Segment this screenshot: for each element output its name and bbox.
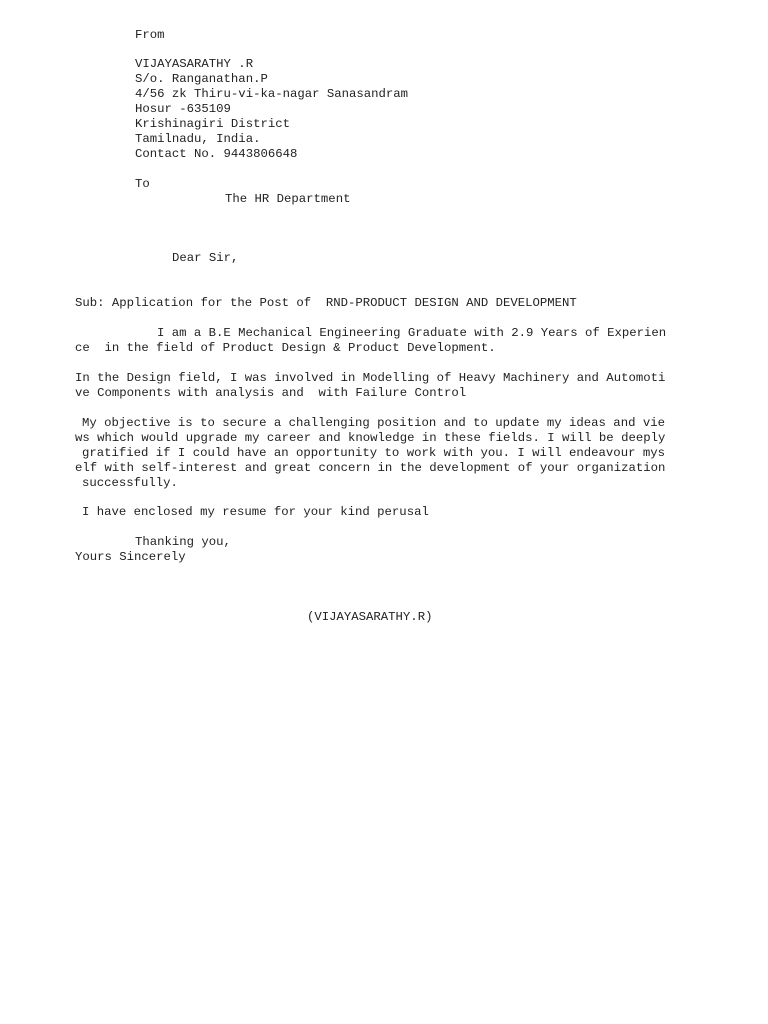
sender-contact: Contact No. 9443806648 bbox=[135, 147, 298, 161]
paragraph-line: gratified if I could have an opportunity to work with you. I will endeavour mys bbox=[82, 446, 665, 460]
paragraph-line: My objective is to secure a challenging position and to update my ideas and vie bbox=[82, 416, 665, 430]
closing-line: Yours Sincerely bbox=[75, 550, 186, 564]
sender-state-country: Tamilnadu, India. bbox=[135, 132, 261, 146]
sender-name: VIJAYASARATHY .R bbox=[135, 57, 254, 71]
subject-line: Sub: Application for the Post of RND-PRODUCT DESIGN AND DEVELOPMENT bbox=[75, 296, 577, 310]
paragraph-line: ws which would upgrade my career and knowledge in these fields. I will be deeply bbox=[75, 431, 666, 445]
paragraph-line: ce in the field of Product Design & Product Development. bbox=[75, 341, 496, 355]
recipient: The HR Department bbox=[225, 192, 351, 206]
sender-address-line: 4/56 zk Thiru-vi-ka-nagar Sanasandram bbox=[135, 87, 409, 101]
from-label: From bbox=[135, 28, 165, 42]
paragraph-line: successfully. bbox=[82, 476, 178, 490]
sender-district: Krishinagiri District bbox=[135, 117, 290, 131]
paragraph-enclosure: I have enclosed my resume for your kind perusal bbox=[82, 505, 429, 519]
to-label: To bbox=[135, 177, 150, 191]
thanks-line: Thanking you, bbox=[135, 535, 231, 549]
paragraph-line: ve Components with analysis and with Failure Control bbox=[75, 386, 467, 400]
paragraph-line: I am a B.E Mechanical Engineering Graduate with 2.9 Years of Experien bbox=[157, 326, 667, 340]
sender-city-pin: Hosur -635109 bbox=[135, 102, 231, 116]
paragraph-line: In the Design field, I was involved in Modelling of Heavy Machinery and Automoti bbox=[75, 371, 666, 385]
salutation: Dear Sir, bbox=[172, 251, 239, 265]
paragraph-line: elf with self-interest and great concern in the development of your organization bbox=[75, 461, 666, 475]
sender-parent: S/o. Ranganathan.P bbox=[135, 72, 268, 86]
signature: (VIJAYASARATHY.R) bbox=[307, 610, 433, 624]
